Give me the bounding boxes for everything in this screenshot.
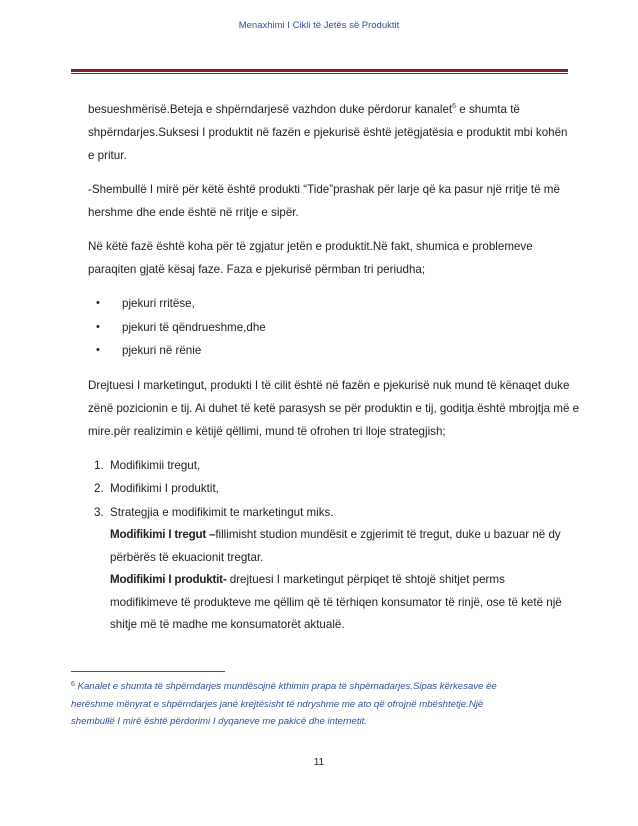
footnote-line: shembullë I mirë është përdorimi I dyqaneve me pakicë dhe internetit. [71,716,367,727]
bullet-list [88,292,562,363]
text-span: e shumta të [456,103,520,116]
paragraph-1 [88,98,568,167]
header-rule-thin [71,73,568,74]
item-number: 3. [94,505,104,519]
footnote-number: 6 [71,681,75,688]
footnote-ref[interactable]: 6 [452,103,457,110]
footnote [71,678,561,731]
paragraph-line: -Shembullë I mirë për këtë është produkti “Tide”prashak për larje që ka pasur një rritje të më [88,183,560,196]
term-market-modification: Modifikimi I tregut – [110,528,216,541]
market-modification-text [88,524,562,569]
footnote-line: herëshme mënyrat e shpërndarjes janë krejtësisht të ndryshme me ato që ofrojnë mbështetje.Një [71,698,484,710]
numbered-item [88,477,562,501]
paragraph-line: shpërndarjes.Suksesi I produktit në fazën e pjekurisë është jetëgjatësia e produktit mbi kohën [88,126,568,139]
footnote-separator [71,671,225,672]
paragraph-line: hershme dhe ende është në rritje e sipër. [88,206,299,219]
item-number: 2. [94,482,104,495]
term-product-modification: Modifikimi I produktit- [110,573,227,586]
header-rule-thick [71,69,568,72]
numbered-item [88,454,562,478]
paragraph-line [88,98,562,121]
product-modification-text [88,569,562,637]
bullet-item: • pjekuri në rënie [88,339,562,363]
item-text: Modifikimi I produktit, [110,482,219,495]
numbered-item [88,501,562,525]
paragraph-2 [88,178,562,224]
text-span: besueshmërisë.Beteja e shpërndarjesë vazhdon duke përdorur kanalet [88,103,453,116]
item-number: 1. [94,458,104,472]
text-span: Kanalet e shumta të shpërndarjes mundësojnë kthimin prapa të shpërnadarjes.Sipas kërkesave ëe [74,681,497,692]
paragraph-3 [88,235,562,281]
paragraph-4 [88,374,580,443]
paragraph-line: zënë pozicionin e tij. Ai duhet të ketë parasysh se për produktin e tij, goditja është mbrojtja më e [88,401,580,415]
bullet-item: • pjekuri rritëse, [88,292,562,316]
text-span: drejtuesi I marketingut përpiqet të shtojë shitjet perms [226,573,505,586]
text-span: fillimisht studion mundësit e zgjerimit të tregut, duke u bazuar në dy [215,528,561,541]
paragraph-line: mire.për realizimin e këtijë qëllimi, mund të ofrohen tri lloje strategjish; [88,424,446,438]
paragraph-line [110,569,562,592]
running-header: Menaxhimi I Cikli të Jetës së Produktit [238,20,400,31]
paragraph-line: paraqiten gjatë kësaj faze. Faza e pjekurisë përmban tri periudha; [88,263,426,276]
footnote-line [71,678,561,696]
numbered-list [88,454,562,525]
item-text: Strategjia e modifikimit te marketingut miks. [110,505,334,519]
bullet-item: • pjekuri të qëndrueshme,dhe [88,316,562,340]
paragraph-line: modifikimeve të produkteve me qëllim që të tërhiqen konsumator të rinjë, ose të ketë një [110,595,562,609]
paragraph-line: Drejtuesi I marketingut, produkti I të cilit është në fazën e pjekurisë nuk mund të kënaqet duke [88,378,570,392]
body-text [88,98,580,637]
paragraph-line: e pritur. [88,149,127,162]
paragraph-line [110,524,562,547]
paragraph-line: shitje më të madhe me konsumatorët aktualë. [110,618,345,631]
item-text: Modifikimii tregut, [110,458,201,472]
page-number: 11 [313,757,325,768]
paragraph-line: përbërës të ekuacionit tregtar. [110,550,264,564]
paragraph-line: Në këtë fazë është koha për të zgjatur jetën e produktit.Në fakt, shumica e problemeve [88,240,533,253]
